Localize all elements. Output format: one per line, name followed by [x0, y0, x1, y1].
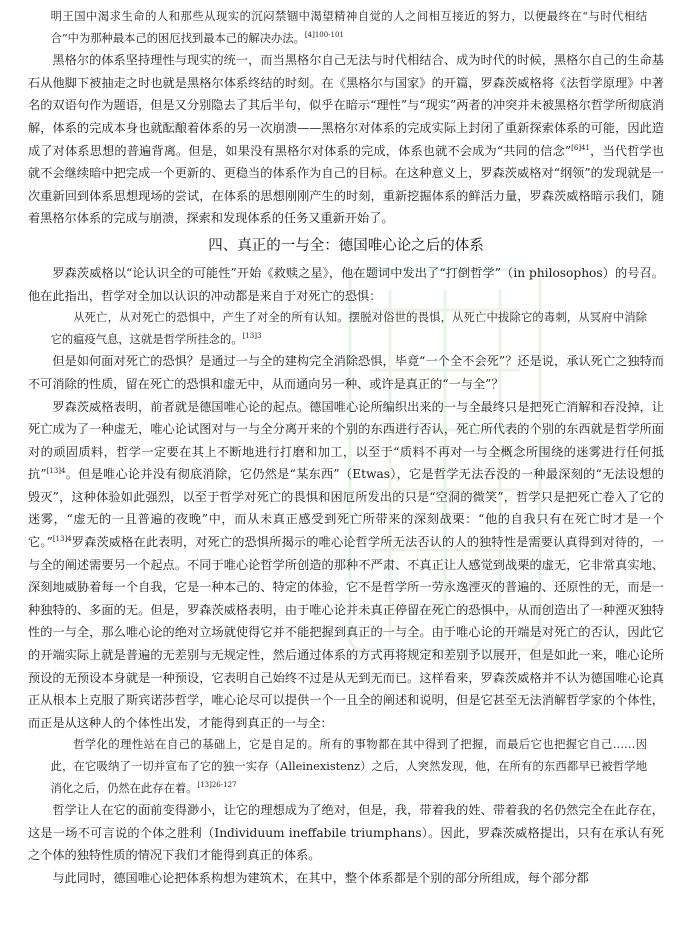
section-heading: 四、真正的一与全：德国唯心论之后的体系: [208, 237, 484, 254]
quote-text: 明王国中渴求生命的人和那些从现实的沉闷禁锢中渴望精神自觉的人之间相互接近的努力，以便最终在“与时代相结合”中为那种最本己的困厄找到最本己的解决办法。: [50, 10, 648, 45]
paragraph-text: 哲学化的理性站在自己的基础上，它是自足的。所有的事物都在其中得到了把握，而最后它也把握它自己……因此，在它吸纳了一切并宣布了它的独一实存（Alleinexistenz）之后，人突然发现，他，在所有的东西都早已被哲学地消化之后，仍然在此存在着。: [50, 738, 648, 795]
paragraph-text: 罗森茨威格在此表明，对死亡的恐惧所揭示的唯心论哲学所无法否认的人的独特性是需要认真得到对待的，一与全的阐述需要另一个起点。不同于唯心论哲学所创造的那种不严肃、不真正让人感觉到战栗的虚无，它非常真实地、深刻地威胁着每一个自我，它是一种本己的、特定的体验，它不是哲学所一劳永逸湮灭的普遍的、还原性的无，而是一种独特的、多面的无。但是，罗森茨威格表明，由于唯心论并未真正停留在死亡的恐惧中，从而创造出了一种湮灭独特性的一与全，那么唯心论的绝对立场就使得它并不能把握到真正的一与全。由于唯心论的开端是对死亡的否认，因此它的开端实际上就是普遍的无差别与无规定性，然后通过体系的方式再将规定和差别予以展开，但是如此一来，唯心论所预设的无预设本身就是一种预设，它表明自己始终不过是从无到无而已。这样看来，罗森茨威格并不认为德国唯心论真正从根本上克服了斯宾诺莎哲学，唯心论尽可以提供一个一且全的阐述和说明，但是它甚至无法消解哲学家的个体性，而正是从这种人的个体性出发，才能得到真正的一与全：: [28, 535, 664, 730]
body-paragraph: [28, 350, 664, 395]
body-paragraph: [28, 396, 664, 735]
paragraph-text: 罗森茨威格表明，前者就是德国唯心论的起点。德国唯心论所编织出来的一与全最终只是把死亡消解和吞没掉，让死亡成为了一种虚无，唯心论试图对与一与全分离开来的个别的东西进行否认，死亡所代表的个别的东西就是哲学所面对的顽固质料，哲学一定要在其上不断地进行打磨和加工，以至于“质料不再对一与全概念所围绕的迷雾进行任何抵抗”: [28, 399, 664, 482]
citation-ref: [13]3: [242, 331, 262, 340]
paragraph-text: 从死亡，从对死亡的恐惧中，产生了对全的所有认知。摆脱对俗世的畏惧，从死亡中拔除它的毒刺，从冥府中消除它的瘟疫气息，这就是哲学所挂念的。: [50, 311, 648, 346]
citation-ref: [4]100-101: [304, 30, 344, 39]
paragraph-text: 与此同时，德国唯心论把体系构想为建筑术，在其中，整个体系都是个别的部分所组成，每个部分都: [52, 870, 589, 885]
citation-ref: [6]41: [571, 143, 590, 152]
body-paragraph: [28, 262, 664, 307]
citation-ref: [13]26-127: [197, 780, 237, 789]
citation-ref: [13]4: [52, 535, 72, 543]
paper-page: [28, 6, 664, 890]
paragraph-text: 罗森茨威格以“论认识全的可能性”开始《救赎之星》，他在题词中发出了“打倒哲学”（in philosophos）的号召。他在此指出，哲学对全加以认识的冲动都是来自于对死亡的恐惧：: [28, 265, 664, 303]
paragraph-text: 但是如何面对死亡的恐惧？是通过一与全的建构完全消除恐惧，毕竟“一个全不会死”？还是说，承认死亡之独特而不可消除的性质，留在死亡的恐惧和虚无中，从而通向另一种、或许是真正的“一与全”？: [28, 354, 664, 391]
block-quote-continuation: [28, 6, 664, 49]
paragraph-text: 黑格尔的体系坚持理性与现实的统一，而当黑格尔自己无法与时代相结合、成为时代的时候，黑格尔自己的生命基石从他脚下被抽走之时也就是黑格尔体系终结的时刻。在《黑格尔与国家》的开篇，罗森茨威格将《法哲学原理》中著名的双语句作为题语，但是又分别隐去了其后半句，似乎在暗示“理性”与“现实”两者的冲突并未被黑格尔哲学所彻底消解，体系的完成本身也就酝酿着体系的另一次崩溃——黑格尔对体系的完成实际上封闭了重新探索体系的可能，因此造成了对体系思想的普遍背离。但是，如果没有黑格尔对体系的完成，体系也就不会成为“共同的信念”: [28, 53, 664, 158]
paragraph-text: ，当代哲学也就不会继续暗中把完成一个更新的、更稳当的体系作为自己的目标。在这种意义上，罗森茨威格对“纲领”的发现就是一次重新回到体系思想现场的尝试，在体系的思想刚刚产生的时刻，重新挖掘体系的鲜活力量，罗森茨威格暗示我们，随着黑格尔体系的完成与崩溃，探索和发现体系的任务又重新开始了。: [28, 143, 664, 226]
citation-ref: [13]4: [46, 467, 66, 476]
body-paragraph: [28, 867, 664, 890]
paragraph-text: 哲学让人在它的面前变得渺小，让它的理想成为了绝对，但是，我，带着我的姓、带着我的名仍然完全在此存在，这是一场不可言说的个体之胜利（Individuum ineffabile triumphans）。因此，罗森茨威格提出，只有在承认有死之个体的独特性质的情况下我们才能得到真正的体系。: [28, 803, 664, 863]
paragraph-text: 。但是唯心论并没有彻底消除，它仍然是“某东西”（Etwas），它是哲学无法吞没的一种最深刻的“无法设想的毁灭”，这种体验如此强烈，以至于哲学对死亡的畏惧和困厄所发出的只是“空洞的微笑”，哲学只是把死亡卷入了它的迷雾，“虚无的一且普遍的夜晚”中，而从未真正感受到死亡所带来的深刻战栗：“他的自我只有在死亡时才是一个它。”: [28, 467, 664, 550]
body-paragraph: [28, 799, 664, 867]
body-paragraph: [28, 49, 664, 230]
block-quote: [28, 307, 664, 350]
block-quote: [28, 734, 664, 799]
